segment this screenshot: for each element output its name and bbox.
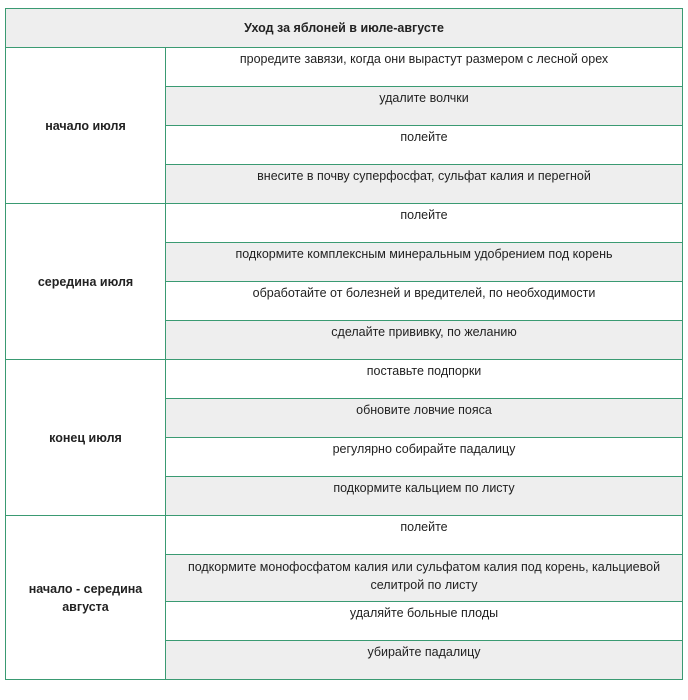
task-text: подкормите комплексным минеральным удобрением под корень [235,247,613,261]
task-cell [166,321,683,360]
task-text: сделайте прививку, по желанию [331,325,517,339]
table-row [6,516,683,555]
task-cell [166,204,683,243]
task-cell [166,516,683,555]
task-text: подкормите кальцием по листу [333,481,515,495]
task-cell [166,477,683,516]
table-row [6,204,683,243]
task-text: полейте [400,130,448,144]
task-text: обновите ловчие пояса [356,403,492,417]
table-row [6,48,683,87]
task-cell [166,48,683,87]
task-cell [166,641,683,680]
task-cell [166,360,683,399]
task-text: поставьте подпорки [366,364,482,378]
task-cell [166,243,683,282]
task-text: удаляйте больные плоды [349,606,499,620]
task-text: полейте [400,208,448,222]
period-cell: начало - середина августа [6,516,166,680]
task-cell [166,282,683,321]
task-cell [166,399,683,438]
task-cell [166,126,683,165]
task-cell [166,438,683,477]
task-cell [166,165,683,204]
period-cell: конец июля [6,360,166,516]
task-text: регулярно собирайте падалицу [332,442,516,456]
task-text: полейте [400,520,448,534]
task-text: убирайте падалицу [367,645,481,659]
table-header-row [6,9,683,48]
task-text: удалите волчки [379,91,469,105]
table-title: Уход за яблоней в июле-августе [6,9,683,48]
period-cell: начало июля [6,48,166,204]
table-row [6,360,683,399]
task-cell [166,87,683,126]
period-cell: середина июля [6,204,166,360]
apple-care-table [5,8,683,680]
task-cell [166,555,683,602]
task-text: подкормите монофосфатом калия или сульфатом калия под корень, кальциевой селитрой по листу [187,560,661,592]
task-text: проредите завязи, когда они вырастут размером с лесной орех [239,52,609,66]
task-text: внесите в почву суперфосфат, сульфат калия и перегной [257,169,591,183]
task-cell [166,602,683,641]
task-text: обработайте от болезней и вредителей, по необходимости [252,286,596,300]
